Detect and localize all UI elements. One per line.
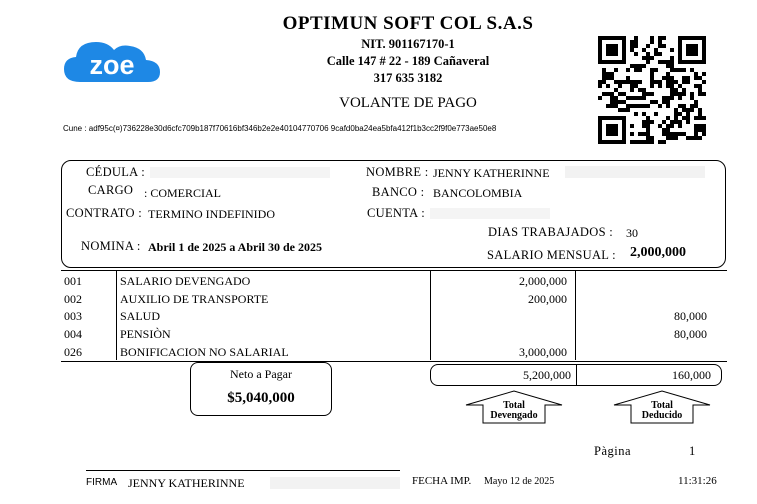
table-row — [61, 290, 727, 307]
nomina-label: NOMINA : — [81, 239, 141, 253]
table-row — [61, 272, 727, 289]
cargo-label: CARGO — [88, 183, 134, 197]
nombre-redacted — [565, 166, 705, 178]
total-deducido: 160,000 — [672, 368, 711, 382]
company-nit: NIT. 901167170-1 — [361, 37, 455, 51]
concept-deducido: 80,000 — [674, 327, 707, 341]
contrato-value: TERMINO INDEFINIDO — [148, 207, 275, 221]
concept-code: 002 — [64, 292, 82, 306]
table-row — [61, 325, 727, 342]
banco-label: BANCO : — [372, 185, 425, 199]
concept-name: PENSIÒN — [120, 327, 171, 341]
neto-label: Neto a Pagar — [230, 367, 292, 381]
cargo-value: : COMERCIAL — [144, 186, 222, 200]
pagina-label: Pàgina — [594, 444, 632, 458]
contrato-label: CONTRATO : — [66, 206, 143, 220]
concept-code: 001 — [64, 274, 82, 288]
cedula-redacted — [150, 167, 330, 178]
salario-label: SALARIO MENSUAL : — [487, 248, 616, 262]
cuenta-redacted — [430, 208, 550, 219]
cuenta-label: CUENTA : — [367, 206, 425, 220]
document-title: VOLANTE DE PAGO — [339, 95, 477, 111]
company-name: OPTIMUN SOFT COL S.A.S — [282, 13, 534, 34]
hora-value: 11:31:26 — [678, 475, 717, 487]
concept-devengado: 2,000,000 — [519, 274, 567, 288]
nomina-value: Abril 1 de 2025 a Abril 30 de 2025 — [148, 240, 323, 254]
concept-name: SALARIO DEVENGADO — [120, 274, 251, 288]
deducido-arrow-label: Total Deducido — [641, 400, 683, 421]
concept-devengado: 200,000 — [528, 292, 567, 306]
concept-code: 004 — [64, 327, 82, 341]
concept-devengado: 3,000,000 — [519, 345, 567, 359]
firma-name: JENNY KATHERINNE — [128, 476, 245, 490]
table-row — [61, 343, 727, 360]
nombre-value: JENNY KATHERINNE — [433, 166, 550, 180]
firma-redacted — [270, 477, 400, 489]
totals-box — [430, 364, 722, 386]
company-address: Calle 147 # 22 - 189 Cañaveral — [326, 54, 490, 68]
cune-code: Cune : adf95c(¤)736228e30d6cfc709b187f70616bf346b2e2e40104770706 9cafd0ba24ea5bfa412f1b3cc2f9f0e773ae50e8 — [63, 124, 497, 133]
zoe-logo — [62, 36, 162, 84]
concept-deducido: 80,000 — [674, 309, 707, 323]
devengado-arrow-label: Total Devengado — [490, 400, 538, 421]
banco-value: BANCOLOMBIA — [433, 186, 523, 200]
concept-code: 003 — [64, 309, 82, 323]
logo-text: zoe — [89, 50, 135, 80]
table-row — [61, 307, 727, 324]
salario-value: 2,000,000 — [630, 245, 686, 260]
concept-name: SALUD — [120, 309, 161, 323]
concept-name: BONIFICACION NO SALARIAL — [120, 345, 289, 359]
dias-label: DIAS TRABAJADOS : — [488, 225, 614, 239]
qr-code — [598, 36, 706, 144]
pagina-value: 1 — [689, 444, 696, 458]
dias-value: 30 — [626, 226, 638, 240]
concept-code: 026 — [64, 345, 82, 359]
fecha-label: FECHA IMP. — [412, 475, 472, 487]
fecha-value: Mayo 12 de 2025 — [484, 476, 555, 487]
total-devengado: 5,200,000 — [523, 368, 571, 382]
cedula-label: CÉDULA : — [86, 165, 145, 179]
neto-value: $5,040,000 — [227, 390, 295, 406]
firma-label: FIRMA — [86, 477, 118, 488]
concept-name: AUXILIO DE TRANSPORTE — [120, 292, 269, 306]
company-phone: 317 635 3182 — [373, 71, 443, 85]
neto-box — [190, 362, 332, 416]
nombre-label: NOMBRE : — [366, 165, 429, 179]
firma-line — [86, 470, 400, 471]
